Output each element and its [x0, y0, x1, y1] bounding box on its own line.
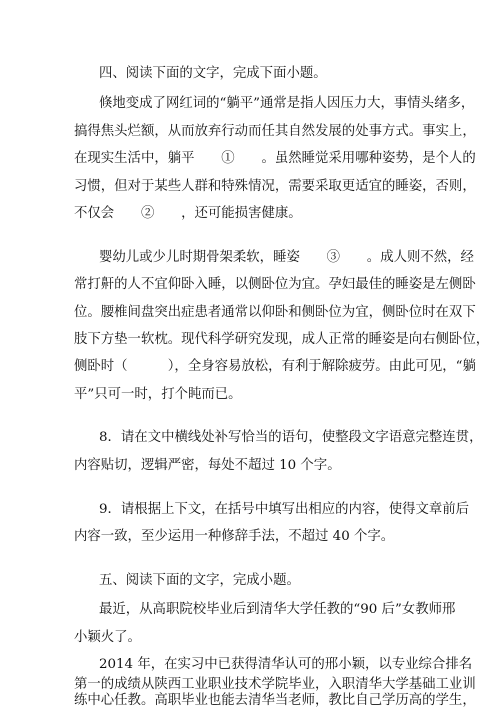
paragraph-line: 位。腰椎间盘突出症患者通常以仰卧和侧卧位为宜，侧卧位时在双下	[74, 305, 476, 320]
paragraph-line: 肢下方垫一软枕。现代科学研究发现，成人正常的睡姿是向右侧卧位，	[74, 332, 490, 347]
paragraph-line: 小颖火了。	[74, 630, 141, 645]
section-five-heading: 五、阅读下面的文字，完成小题。	[99, 573, 300, 588]
paragraph-line: 平”只可一时，打个盹而已。	[74, 387, 242, 402]
paragraph-line: 习惯，但对于某些人群和特殊情况，需要采取更适宜的睡姿，否则，	[74, 179, 476, 194]
paragraph-line: 第一的成绩从陕西工业职业技术学院毕业，入职清华大学基础工业训	[74, 677, 476, 692]
paragraph-line: 倏地变成了网红词的“躺平”通常是指人因压力大，事情头绪多，	[99, 96, 475, 111]
paragraph-line: 婴幼儿或少儿时期骨架柔软，睡姿 ③ 。成人则不然，经	[99, 250, 474, 265]
paragraph-line: 搞得焦头烂额，从而放弃行动而任其自然发展的处事方式。事实上，	[74, 124, 476, 139]
paragraph-line: 最近，从高职院校毕业后到清华大学任教的“90 后”女教师邢	[99, 602, 456, 617]
paragraph-line: 常打鼾的人不宜仰卧入睡，以侧卧位为宜。孕妇最佳的睡姿是左侧卧	[74, 277, 476, 292]
paragraph-line: 不仅会 ② ，还可能损害健康。	[74, 206, 302, 221]
question-8-cont: 内容贴切，逻辑严密，每处不超过 10 个字。	[74, 458, 341, 473]
paragraph-line: 练中心任教。高职毕业也能去清华当老师，教比自己学历高的学生，	[74, 693, 476, 708]
question-9-cont: 内容一致，至少运用一种修辞手法，不超过 40 个字。	[74, 529, 395, 544]
paragraph-line: 侧卧时（ ），全身容易放松，有利于解除疲劳。由此可见，“躺	[74, 359, 476, 374]
question-8: 8．请在文中横线处补写恰当的语句，使整段文字语意完整连贯，	[99, 430, 483, 445]
paragraph-line: 2014 年，在实习中已获得清华认可的邢小颖，以专业综合排名	[99, 657, 473, 672]
paragraph-line: 在现实生活中，躺平 ① 。虽然睡觉采用哪种姿势，是个人的	[74, 151, 476, 166]
question-9: 9．请根据上下文，在括号中填写出相应的内容，使得文章前后	[99, 502, 470, 517]
section-four-heading: 四、阅读下面的文字，完成下面小题。	[99, 66, 327, 81]
